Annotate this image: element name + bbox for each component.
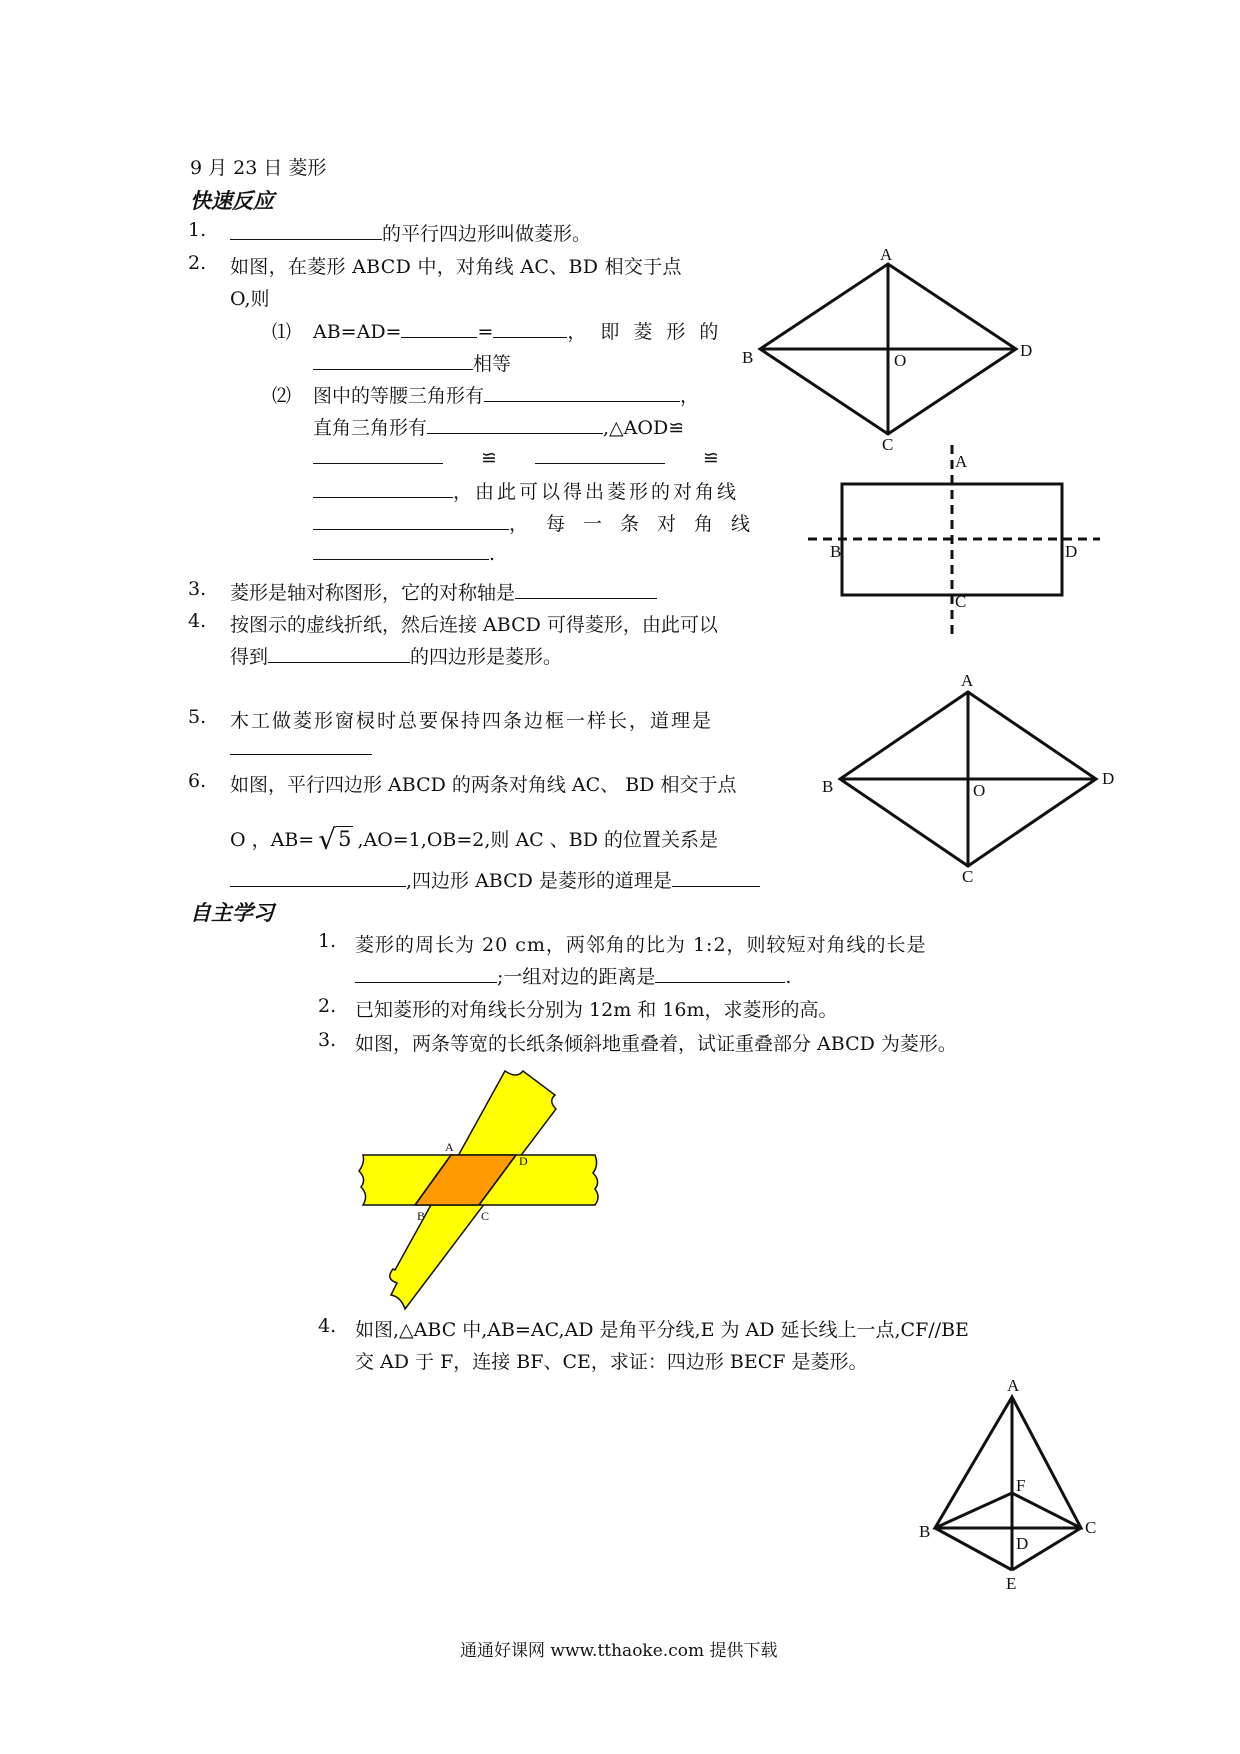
q5-line2 (230, 736, 372, 760)
vertex-label-f: F (1016, 1476, 1026, 1495)
q2-line2: O,则 (230, 288, 270, 310)
q2-part2-line2 (313, 413, 684, 440)
strip-label-b: B (417, 1209, 426, 1223)
q6-number: 6. (188, 770, 207, 792)
center-label-o: O (894, 351, 907, 370)
page-title: 9 月 23 日 菱形 (190, 157, 327, 179)
q6-line2-a: O ，AB= (230, 829, 315, 851)
q2-part2-line5 (313, 509, 768, 536)
s4-line2: 交 AD 于 F，连接 BF、CE，求证：四边形 BECF 是菱形。 (355, 1351, 868, 1373)
folded-rectangle-figure (800, 445, 1100, 635)
vertex-label-d: D (1102, 769, 1115, 788)
vertex-label-d: D (1020, 341, 1033, 360)
answer-blank[interactable] (230, 868, 406, 887)
s4-number: 4. (318, 1315, 337, 1337)
fold-label-b: B (830, 542, 842, 561)
vertex-label-b: B (822, 777, 834, 796)
strip-label-c: C (481, 1209, 490, 1223)
s2-text: 已知菱形的对角线长分别为 12m 和 16m，求菱形的高。 (355, 999, 838, 1021)
q6-line1: 如图，平行四边形 ABCD 的两条对角线 AC、 BD 相交于点 (230, 774, 737, 796)
vertex-label-b: B (742, 348, 754, 367)
answer-blank[interactable] (515, 580, 657, 599)
s1-line1: 菱形的周长为 20 cm，两邻角的比为 1:2，则较短对角线的长是 (355, 934, 927, 956)
q5-number: 5. (188, 706, 207, 728)
strip-label-d: D (519, 1154, 528, 1168)
sqrt-radicand: 5 (338, 827, 352, 851)
q2-p1-c: ，即菱形的 (567, 321, 733, 343)
q2-number: 2. (188, 252, 207, 274)
q2-p2-h: ，每一条对角线 (509, 513, 769, 535)
s1-line2-b: . (785, 966, 792, 988)
fold-label-c: C (955, 592, 967, 611)
s2-number: 2. (318, 995, 337, 1017)
answer-blank[interactable] (401, 319, 477, 338)
vertex-label-c: C (1085, 1518, 1097, 1537)
q4-number: 4. (188, 610, 207, 632)
q1-number: 1. (188, 219, 207, 241)
strip-label-a: A (445, 1140, 454, 1154)
fold-label-a: A (955, 452, 968, 471)
s1-number: 1. (318, 930, 337, 952)
fold-label-d: D (1065, 542, 1078, 561)
rhombus-figure-2 (820, 671, 1130, 886)
section-heading-self-study: 自主学习 (190, 900, 274, 925)
q3-text: 菱形是轴对称图形，它的对称轴是 (230, 582, 516, 604)
q2-p2-f: ≌ (702, 447, 719, 469)
rhombus-figure-1 (740, 245, 1040, 454)
s3-text: 如图，两条等宽的长纸条倾斜地重叠着，试证重叠部分 ABCD 为菱形。 (355, 1033, 957, 1055)
answer-blank[interactable] (484, 383, 680, 402)
q2-part2-line3 (313, 445, 719, 469)
answer-blank[interactable] (313, 479, 453, 498)
answer-blank[interactable] (355, 964, 497, 983)
q1-line (230, 219, 591, 246)
s3-number: 3. (318, 1029, 337, 1051)
q3-number: 3. (188, 578, 207, 600)
section-heading-quick: 快速反应 (190, 188, 274, 213)
q2-p2-d: ,△AOD≌ (603, 417, 685, 439)
answer-blank[interactable] (230, 736, 372, 755)
vertex-label-c: C (962, 867, 974, 886)
triangle-abc (935, 1397, 1081, 1528)
answer-blank[interactable] (535, 445, 665, 464)
q2-part1-line2 (313, 349, 511, 376)
answer-blank[interactable] (313, 351, 473, 370)
answer-blank[interactable] (493, 319, 567, 338)
q2-p1-a: AB=AD= (313, 321, 402, 343)
s1-line2 (355, 962, 791, 989)
vertex-label-a: A (1007, 1376, 1020, 1395)
overlapping-strips-figure (355, 1065, 605, 1315)
s1-line2-a: ;一组对边的距离是 (497, 966, 656, 988)
q4-line2 (230, 642, 562, 669)
vertex-label-d: D (1016, 1534, 1029, 1553)
q4-line2-b: 的四边形是菱形。 (410, 646, 563, 668)
segment-be (935, 1528, 1012, 1570)
q2-p2-c: 直角三角形有 (313, 417, 428, 439)
answer-blank[interactable] (268, 644, 410, 663)
vertex-label-c: C (882, 435, 894, 454)
answer-blank[interactable] (427, 415, 603, 434)
q2-p2-b: ， (680, 385, 700, 407)
q1-text: 的平行四边形叫做菱形。 (382, 223, 592, 245)
answer-blank[interactable] (313, 541, 489, 560)
q4-line1: 按图示的虚线折纸，然后连接 ABCD 可得菱形，由此可以 (230, 614, 718, 636)
answer-blank[interactable] (313, 445, 443, 464)
sqrt-expression: √5 (318, 823, 352, 856)
q2-part2-line6 (313, 541, 495, 565)
q5-text: 木工做菱形窗棂时总要保持四条边框一样长，道理是 (230, 710, 714, 732)
q3-line (230, 578, 657, 605)
vertex-label-a: A (880, 245, 893, 264)
q6-line2-b: ,AO=1,OB=2,则 AC 、BD 的位置关系是 (357, 829, 718, 851)
answer-blank[interactable] (655, 964, 785, 983)
q2-part1-number: ⑴ (272, 321, 292, 343)
q2-part2-line1 (313, 381, 699, 408)
triangle-becf-figure (915, 1375, 1115, 1595)
q6-line2 (230, 820, 718, 856)
q4-line2-a: 得到 (230, 646, 269, 668)
vertex-label-a: A (961, 671, 974, 690)
answer-blank[interactable] (672, 868, 760, 887)
center-label-o: O (973, 781, 986, 800)
q2-p1-b: = (477, 321, 494, 343)
q6-line3 (230, 866, 760, 893)
q2-p2-i: . (489, 543, 496, 565)
s4-line1: 如图,△ABC 中,AB=AC,AD 是角平分线,E 为 AD 延长线上一点,CF//BE (355, 1319, 969, 1341)
vertex-label-e: E (1006, 1574, 1017, 1593)
q2-p2-e: ≌ (481, 447, 497, 469)
q6-line3-a: ,四边形 ABCD 是菱形的道理是 (406, 870, 672, 892)
page-footer: 通通好课网 www.tthaoke.com 提供下载 (460, 1641, 778, 1661)
q2-part2-line4 (313, 477, 739, 504)
q2-p2-a: 图中的等腰三角形有 (313, 385, 485, 407)
q2-part2-number: ⑵ (272, 385, 292, 407)
q2-p1-d: 相等 (473, 353, 512, 375)
q2-line1: 如图，在菱形 ABCD 中，对角线 AC、BD 相交于点 (230, 256, 682, 278)
answer-blank[interactable] (313, 511, 509, 530)
vertex-label-b: B (919, 1522, 931, 1541)
q2-p2-g: ，由此可以得出菱形的对角线 (453, 481, 740, 503)
q2-part1-line (313, 317, 732, 344)
answer-blank[interactable] (230, 221, 382, 240)
